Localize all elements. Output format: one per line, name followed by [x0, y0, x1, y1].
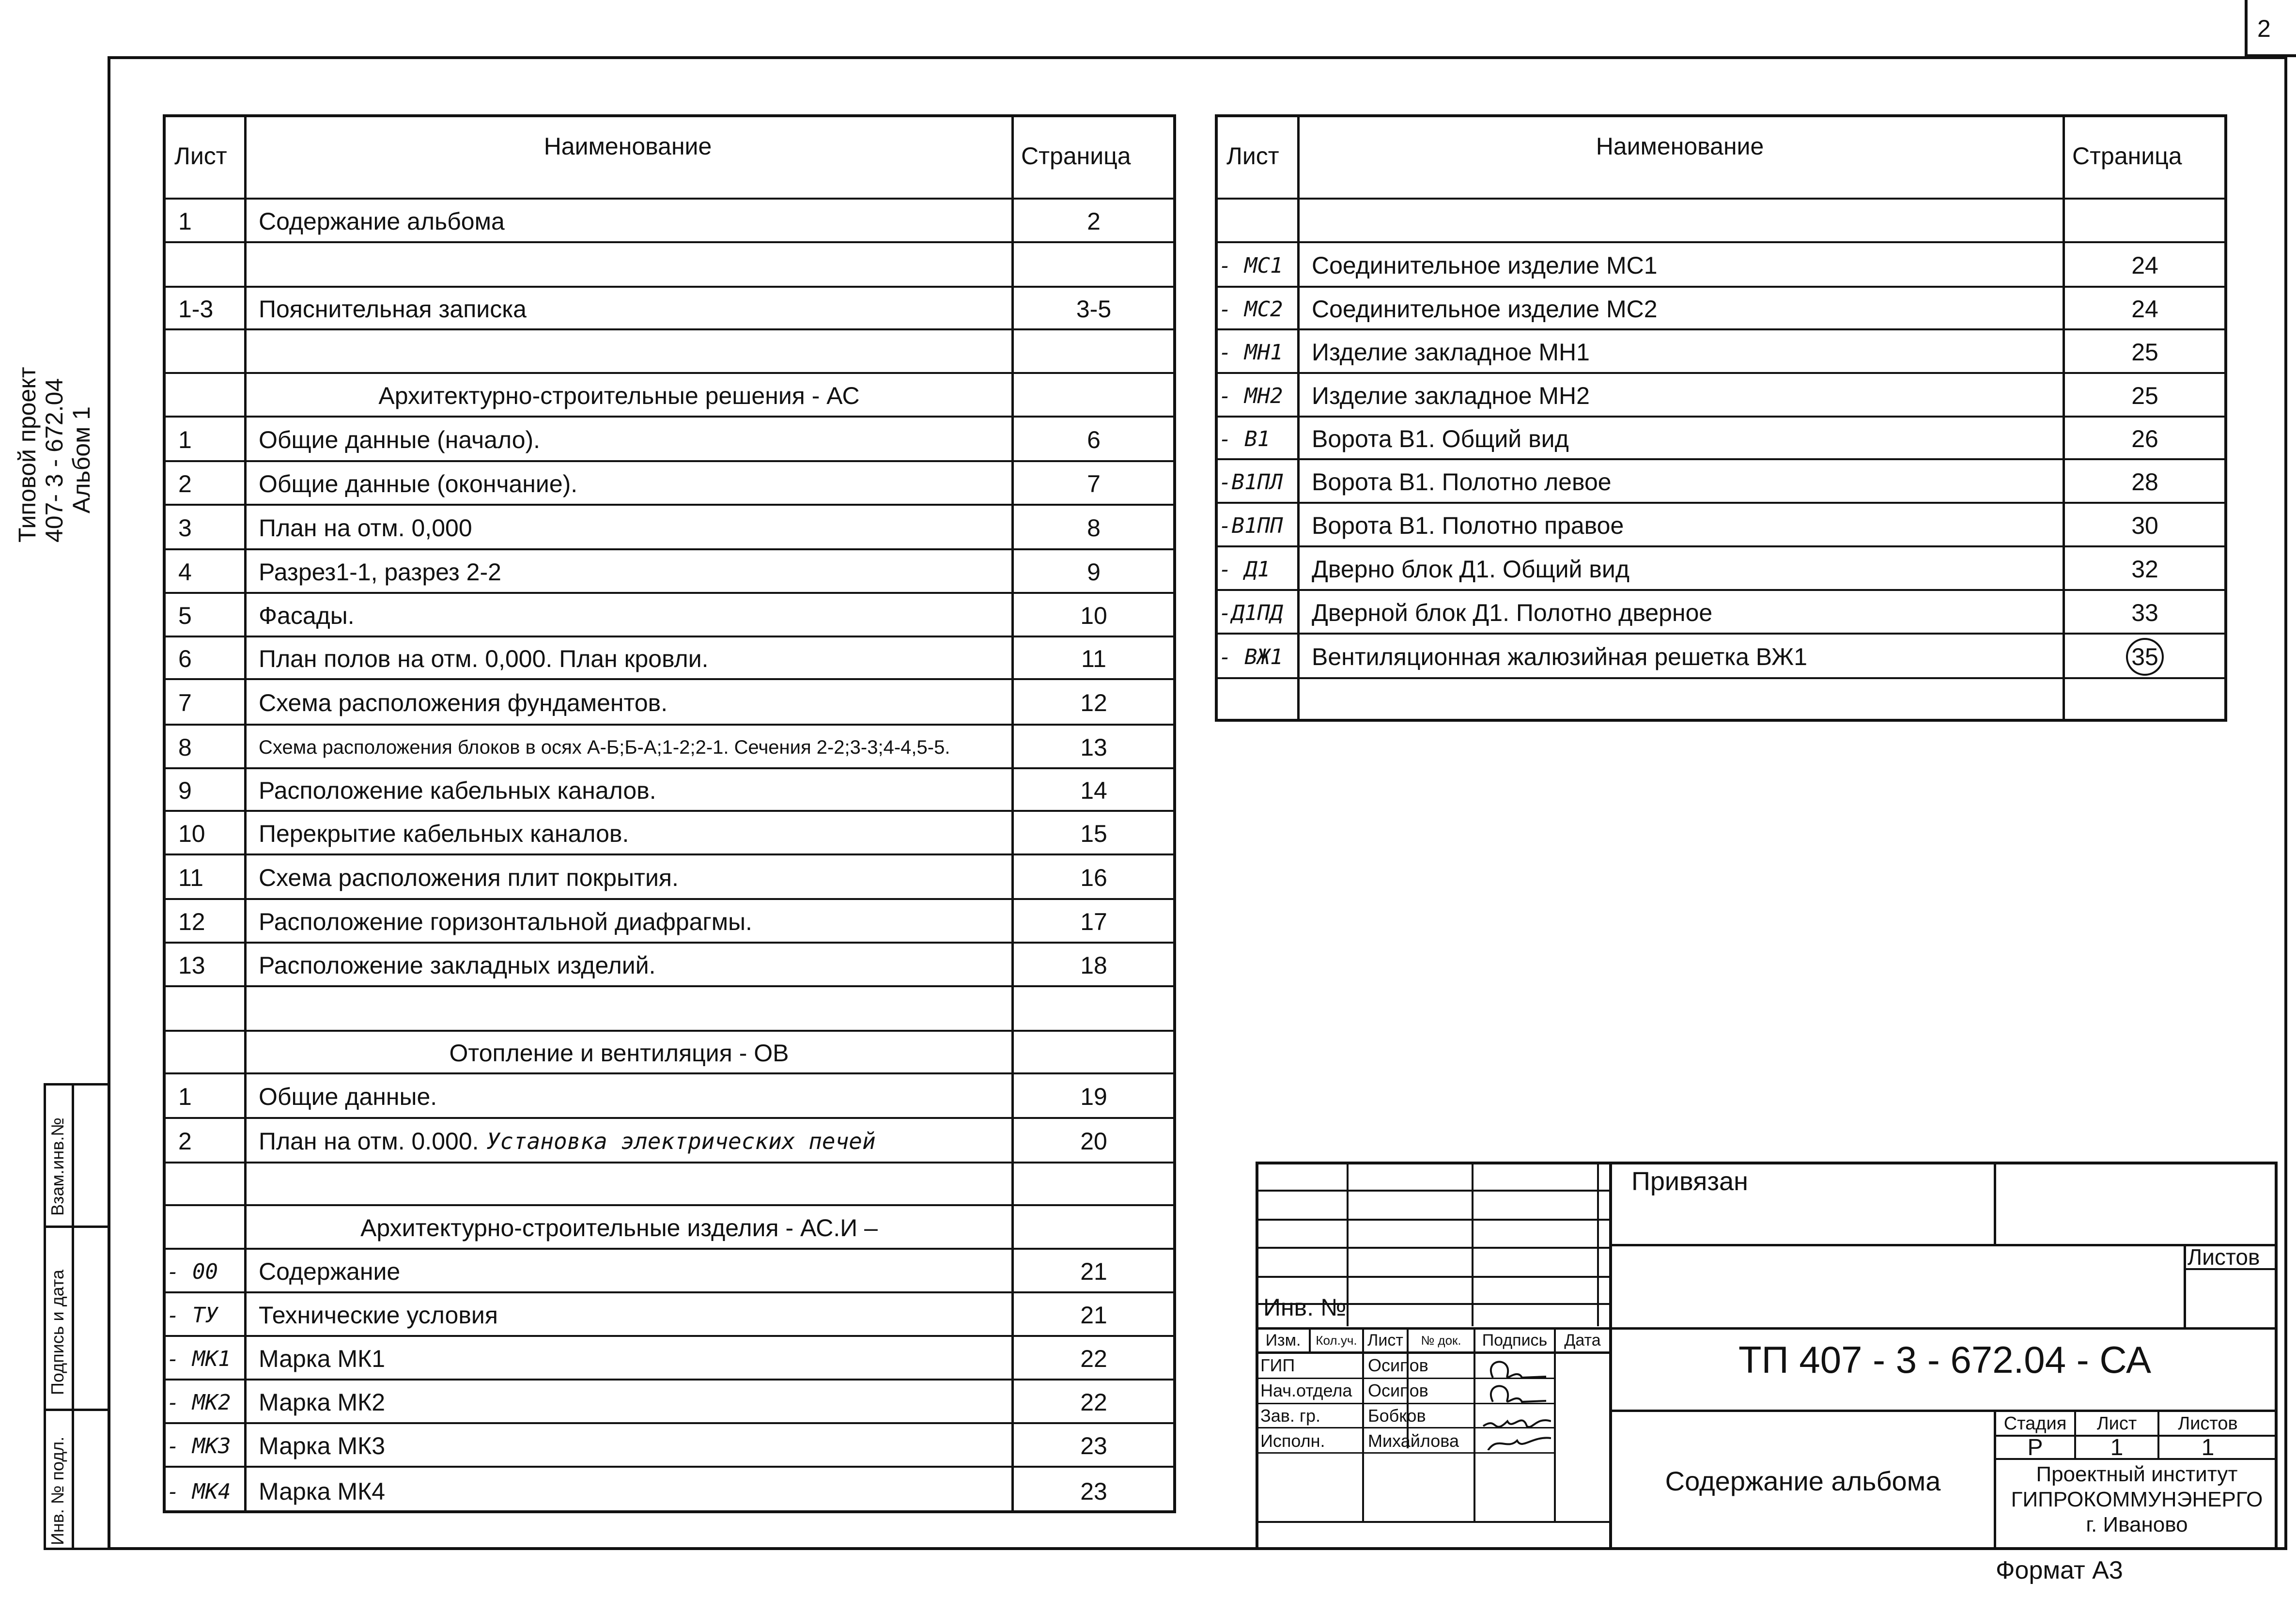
row-name-text: Содержание [259, 1258, 401, 1285]
row-page: 25 [2131, 382, 2158, 409]
row-page: 8 [1087, 514, 1101, 542]
row-name [259, 200, 1008, 243]
table-row [163, 853, 1176, 898]
table-row [163, 1335, 1176, 1379]
row-page [1011, 243, 1176, 288]
row-name-text: Марка МК3 [259, 1432, 386, 1459]
row-name [1312, 418, 2060, 460]
row-name [259, 680, 1008, 726]
person-role: Зав. гр. [1260, 1406, 1321, 1426]
row-name-text: Марка МК2 [259, 1389, 386, 1416]
row-name [244, 374, 994, 418]
row-name [259, 1337, 1008, 1381]
row-sheet: - ТУ [167, 1303, 218, 1328]
row-sheet: - МС1 [1219, 253, 1283, 278]
person-role: Нач.отдела [1260, 1381, 1352, 1400]
header-page: Страница [2072, 142, 2182, 170]
row-sheet: - МК1 [167, 1346, 231, 1371]
title-block-header: Подпись [1482, 1331, 1548, 1350]
row-sheet: - ВЖ1 [1219, 644, 1283, 669]
row-sheet: 1-3 [178, 295, 214, 323]
project-caption [14, 367, 95, 543]
privyazan-label: Привязан [1631, 1167, 1748, 1196]
listov-top-label: Листов [2187, 1244, 2260, 1270]
table-row [163, 286, 1176, 328]
row-page [2063, 200, 2227, 243]
table-row [1215, 372, 2227, 416]
row-name [259, 243, 1008, 288]
row-page: 21 [1080, 1258, 1107, 1285]
row-sheet [1219, 200, 1291, 243]
side-stamp-row-line [44, 1409, 108, 1411]
table-row [1215, 328, 2227, 372]
table-row [1215, 241, 2227, 286]
row-sheet: 5 [178, 602, 192, 629]
row-name-text: Ворота В1. Полотно правое [1312, 512, 1624, 539]
table-row [163, 1466, 1176, 1513]
row-sheet: 10 [178, 820, 205, 847]
row-sheet: 8 [178, 734, 192, 761]
row-sheet: 2 [178, 470, 192, 497]
row-name-text: Архитектурно-строительные решения - АС [378, 382, 860, 409]
row-name [259, 1119, 1008, 1164]
row-name [259, 1250, 1008, 1293]
organization [1996, 1462, 2278, 1537]
row-name [259, 812, 1008, 855]
table-row [163, 592, 1176, 636]
row-sheet: 1 [178, 1083, 192, 1110]
row-page: 2 [1087, 208, 1101, 235]
row-sheet: - Д1 [1219, 557, 1270, 582]
side-stamp-podpis: Подпись и дата [47, 1270, 67, 1395]
side-stamp-vzam: Взам.инв.№ [47, 1117, 67, 1216]
row-sheet [1219, 679, 1291, 724]
row-sheet [178, 1206, 250, 1250]
row-name [259, 594, 1008, 637]
row-name [259, 288, 1008, 330]
table-row [163, 1379, 1176, 1422]
table-row [1215, 502, 2227, 545]
table-row [163, 810, 1176, 853]
row-name-text: План на отм. 0.000. [259, 1128, 479, 1155]
row-sheet: - МК2 [167, 1390, 231, 1415]
row-page [2063, 635, 2227, 679]
row-page: 6 [1087, 426, 1101, 453]
row-sheet [178, 1164, 250, 1206]
row-page: 11 [1081, 645, 1106, 672]
row-name [1312, 591, 2060, 635]
row-name [1312, 635, 2060, 679]
table-row [163, 724, 1176, 767]
row-name-text: Фасады. [259, 602, 355, 629]
sheet-value: 1 [2110, 1437, 2124, 1458]
row-name-text: Изделие закладное МН1 [1312, 339, 1590, 366]
row-page: 22 [1080, 1389, 1107, 1416]
row-sheet: 12 [178, 908, 205, 935]
row-name-text: Соединительное изделие МС1 [1312, 252, 1658, 279]
sheets-label: Листов [2178, 1413, 2238, 1434]
title-block-header: № док. [1421, 1333, 1461, 1348]
table-row [163, 416, 1176, 460]
row-sheet: -Д1ПД [1219, 600, 1283, 625]
title-block-header: Кол.уч. [1316, 1333, 1357, 1348]
row-page [1011, 1206, 1176, 1250]
table-row [1215, 545, 2227, 589]
row-page: 21 [1080, 1302, 1107, 1329]
title-block-header: Дата [1564, 1331, 1601, 1350]
table-row [163, 1072, 1176, 1117]
person-role: ГИП [1260, 1355, 1295, 1375]
project-caption-line-3: Альбом 1 [68, 406, 95, 513]
row-name-text: Марка МК1 [259, 1345, 386, 1372]
table-row [1215, 677, 2227, 722]
row-name [259, 1424, 1008, 1468]
row-name-text: Содержание альбома [259, 208, 505, 235]
row-name [244, 1032, 994, 1074]
row-name [259, 726, 1008, 769]
row-name [1312, 374, 2060, 418]
row-name-text: Перекрытие кабельных каналов. [259, 820, 629, 847]
side-stamp-row-line [44, 1226, 108, 1228]
person-name: Бобков [1368, 1406, 1426, 1426]
row-name-text: Ворота В1. Общий вид [1312, 425, 1569, 452]
row-name [1312, 460, 2060, 504]
row-sheet: 7 [178, 689, 192, 716]
row-name-text: Пояснительная записка [259, 295, 527, 323]
row-sheet [178, 987, 250, 1032]
table-row [163, 898, 1176, 942]
row-sheet: - В1 [1219, 426, 1270, 451]
document-code: ТП 407 - 3 - 672.04 - СА [1738, 1338, 2152, 1381]
row-page: 24 [2131, 295, 2158, 323]
table-row [163, 372, 1176, 416]
stage-value: Р [2027, 1437, 2043, 1458]
row-name [1312, 243, 2060, 288]
format-label: Формат А3 [1996, 1556, 2123, 1584]
row-name-text: Отопление и вентиляция - ОВ [449, 1039, 789, 1067]
row-page [1011, 374, 1176, 418]
title-block-header: Изм. [1265, 1331, 1301, 1350]
table-row [163, 241, 1176, 286]
row-name-text: Архитектурно-строительные изделия - АС.И – [360, 1214, 878, 1241]
signature-image [1478, 1353, 1551, 1450]
right-contents-table [1215, 114, 2227, 722]
row-name [259, 900, 1008, 944]
row-sheet: 6 [178, 645, 192, 672]
table-row [1215, 633, 2227, 677]
inv-number-label: Инв. № [1263, 1294, 1347, 1321]
header-name: Наименование [543, 133, 712, 160]
table-row [163, 1291, 1176, 1335]
header-sheet: Лист [174, 142, 227, 170]
table-row [163, 198, 1176, 241]
row-name [244, 1206, 994, 1250]
row-sheet: 4 [178, 559, 192, 586]
row-page: 15 [1080, 820, 1107, 847]
project-caption-line-2: 407- 3 - 672.04 [41, 378, 68, 543]
row-name [259, 1381, 1008, 1424]
row-page: 26 [2131, 425, 2158, 452]
row-name [1312, 200, 2060, 243]
title-block-header: Лист [1367, 1331, 1403, 1350]
table-row [163, 636, 1176, 678]
row-name [259, 1293, 1008, 1337]
row-page: 20 [1080, 1128, 1107, 1155]
row-name [259, 418, 1008, 462]
row-sheet: 2 [178, 1128, 192, 1155]
table-row [1215, 458, 2227, 502]
row-page: 23 [1080, 1432, 1107, 1459]
row-name-text: План полов на отм. 0,000. План кровли. [259, 645, 709, 672]
side-stamp-divider [72, 1083, 74, 1550]
row-name [259, 987, 1008, 1032]
row-sheet: - МК3 [167, 1433, 231, 1458]
row-name [259, 1074, 1008, 1119]
row-page: 12 [1080, 689, 1107, 716]
row-sheet: 11 [178, 864, 203, 891]
table-row [163, 1030, 1176, 1072]
person-name: Осипов [1368, 1381, 1428, 1400]
row-page: 13 [1080, 734, 1107, 761]
organization-line-2: ГИПРОКОММУНЭНЕРГО [2011, 1488, 2263, 1511]
document-title: Содержание альбома [1665, 1466, 1941, 1496]
row-page: 10 [1080, 602, 1107, 629]
table-row [1215, 416, 2227, 458]
sheets-value: 1 [2201, 1437, 2215, 1458]
row-sheet: -В1ПП [1219, 513, 1283, 538]
row-name-text: Технические условия [259, 1302, 498, 1329]
left-contents-table [163, 114, 1176, 1513]
row-name [259, 550, 1008, 594]
table-row [163, 1248, 1176, 1291]
row-page: 25 [2131, 339, 2158, 366]
table-row [1215, 589, 2227, 633]
row-name-text: Общие данные. [259, 1083, 437, 1110]
row-name-text: Марка МК4 [259, 1478, 386, 1505]
row-name [259, 944, 1008, 987]
row-page [1011, 1032, 1176, 1074]
row-page [1011, 987, 1176, 1032]
row-name [259, 462, 1008, 506]
row-name [1312, 330, 2060, 374]
row-page: 22 [1080, 1345, 1107, 1372]
row-name-text: Соединительное изделие МС2 [1312, 295, 1658, 323]
row-sheet [178, 374, 250, 418]
row-name [259, 506, 1008, 550]
stage-label: Стадия [2003, 1413, 2067, 1434]
table-row [163, 942, 1176, 985]
row-name-text: Дверной блок Д1. Полотно дверное [1312, 599, 1713, 626]
row-name-text: Общие данные (начало). [259, 426, 541, 453]
table-row [163, 1162, 1176, 1204]
header-page: Страница [1021, 142, 1131, 170]
table-row [1215, 198, 2227, 241]
person-name: Осипов [1368, 1355, 1428, 1375]
row-sheet: 9 [178, 777, 192, 804]
row-name-text: Изделие закладное МН2 [1312, 382, 1590, 409]
row-name [259, 1164, 1008, 1206]
row-page: 16 [1080, 864, 1107, 891]
table-row [163, 767, 1176, 810]
row-name [259, 637, 1008, 680]
table-row [163, 460, 1176, 504]
row-page: 7 [1087, 470, 1101, 497]
row-page [2063, 679, 2227, 724]
table-row [163, 548, 1176, 592]
row-page: 32 [2131, 556, 2158, 583]
table-row [163, 504, 1176, 548]
table-row [163, 328, 1176, 372]
row-name [259, 1468, 1008, 1515]
row-sheet: 13 [178, 952, 205, 979]
row-name-text: Схема расположения фундаментов. [259, 689, 668, 716]
row-sheet: -В1ПЛ [1219, 469, 1283, 495]
row-sheet: 3 [178, 514, 192, 542]
row-sheet [178, 243, 250, 288]
person-name: Михайлова [1368, 1431, 1459, 1451]
page-number-divider [2245, 0, 2248, 57]
row-name [1312, 679, 2060, 724]
row-sheet: - МС2 [1219, 296, 1283, 322]
side-stamp-inv: Инв. № подл. [47, 1436, 67, 1545]
row-page: 17 [1080, 908, 1107, 935]
title-block [1256, 1162, 2278, 1550]
row-page [1011, 330, 1176, 374]
row-sheet: 1 [178, 426, 192, 453]
row-name-text: Вентиляционная жалюзийная решетка ВЖ1 [1312, 643, 1807, 670]
row-sheet: - МК4 [167, 1479, 231, 1504]
row-page: 9 [1087, 559, 1101, 586]
table-row [163, 1204, 1176, 1248]
row-page: 18 [1080, 952, 1107, 979]
row-name [1312, 504, 2060, 547]
row-name-text: Расположение горизонтальной диафрагмы. [259, 908, 752, 935]
row-name-text: Расположение кабельных каналов. [259, 777, 656, 804]
row-name-text: Дверно блок Д1. Общий вид [1312, 556, 1630, 583]
row-name-text: Схема расположения блоков в осях А-Б;Б-А;1-2;2-1. Сечения 2-2;3-3;4-4,5-5. [259, 736, 950, 758]
row-name [259, 330, 1008, 374]
row-name [259, 769, 1008, 812]
header-sheet: Лист [1226, 142, 1279, 170]
person-role: Исполн. [1260, 1431, 1325, 1451]
table-row [163, 1117, 1176, 1162]
row-page [1011, 1164, 1176, 1206]
row-page: 24 [2131, 252, 2158, 279]
row-name-text: Ворота В1. Полотно левое [1312, 468, 1612, 496]
row-page: 3-5 [1076, 295, 1112, 323]
project-caption-line-1: Типовой проект [14, 367, 41, 543]
page-number: 2 [2257, 15, 2271, 42]
table-row [1215, 286, 2227, 328]
row-page: 19 [1080, 1083, 1107, 1110]
sheet-label: Лист [2096, 1413, 2137, 1434]
row-sheet: - МН1 [1219, 340, 1283, 365]
row-sheet [178, 1032, 250, 1074]
header-name: Наименование [1596, 133, 1764, 160]
row-sheet: - 00 [167, 1259, 218, 1284]
row-sheet: - МН2 [1219, 383, 1283, 408]
row-sheet: 1 [178, 208, 192, 235]
row-page: 33 [2131, 599, 2158, 626]
row-sheet [178, 330, 250, 374]
organization-line-1: Проектный институт [2036, 1462, 2238, 1486]
row-name-text: Разрез1-1, разрез 2-2 [259, 559, 501, 586]
table-row [163, 678, 1176, 724]
row-name-handwritten: Установка электрических печей [486, 1128, 876, 1154]
table-row [163, 985, 1176, 1030]
circled-page-number: 35 [2126, 638, 2164, 676]
row-page: 14 [1080, 777, 1107, 804]
table-row [163, 1422, 1176, 1466]
row-page: 30 [2131, 512, 2158, 539]
row-name-text: Схема расположения плит покрытия. [259, 864, 679, 891]
row-name-text: Расположение закладных изделий. [259, 952, 656, 979]
row-name-text: Общие данные (окончание). [259, 470, 578, 497]
row-name-text: План на отм. 0,000 [259, 514, 472, 542]
row-page: 28 [2131, 468, 2158, 496]
organization-line-3: г. Иваново [2086, 1513, 2188, 1536]
row-name [1312, 288, 2060, 330]
row-name [259, 855, 1008, 900]
row-page: 23 [1080, 1478, 1107, 1505]
row-name [1312, 547, 2060, 591]
